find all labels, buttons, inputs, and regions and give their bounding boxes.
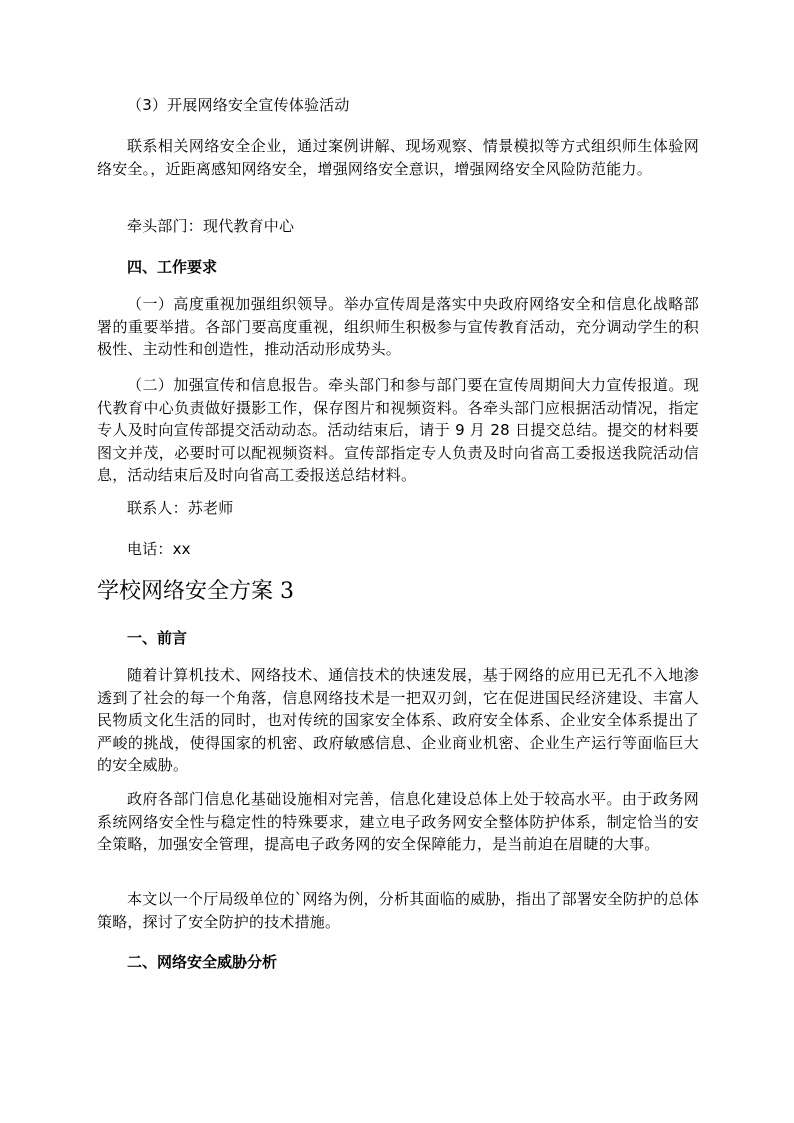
preface-paragraph-2: 政府各部门信息化基础设施相对完善，信息化建设总体上处于较高水平。由于政务网系统网络安全性与稳定性的特殊要求，建立电子政务网安全整体防护体系，制定恰当的安全策略，加强安全管理，提高电子政务网的安全保障能力，是当前迫在眉睫的大事。 [97,790,699,853]
preface-heading: 一、前言 [127,629,188,647]
requirement-1: （一）高度重视加强组织领导。举办宣传周是落实中央政府网络安全和信息化战略部署的重要举措。各部门要高度重视，组织师生积极参与宣传教育活动，充分调动学生的积极性、主动性和创造性，推动活动形成势头。 [97,295,699,358]
preface-paragraph-1: 随着计算机技术、网络技术、通信技术的快速发展，基于网络的应用已无孔不入地渗透到了社会的每一个角落，信息网络技术是一把双刃剑，它在促进国民经济建设、丰富人民物质文化生活的同时，也对传统的国家安全体系、政府安全体系、企业安全体系提出了严峻的挑战，使得国家的机密、政府敏感信息、企业商业机密、企业生产运行等面临巨大的安全威胁。 [97,666,699,774]
section-4-heading: 四、工作要求 [127,258,218,276]
contact-person: 联系人：苏老师 [127,499,234,517]
sub-item-3-title: （3）开展网络安全宣传体验活动 [127,96,350,114]
threat-analysis-heading: 二、网络安全威胁分析 [127,953,278,971]
lead-department: 牵头部门：现代教育中心 [127,217,295,235]
sub-item-3-body: 联系相关网络安全企业，通过案例讲解、现场观察、情景模拟等方式组织师生体验网络安全。，近距离感知网络安全，增强网络安全意识，增强网络安全风险防范能力。 [97,137,699,178]
plan-3-title: 学校网络安全方案 3 [97,579,294,604]
preface-paragraph-3: 本文以一个厅局级单位的`网络为例，分析其面临的威胁，指出了部署安全防护的总体策略，探讨了安全防护的技术措施。 [97,890,699,931]
phone: 电话：xx [127,540,191,558]
requirement-2: （二）加强宣传和信息报告。牵头部门和参与部门要在宣传周期间大力宣传报道。现代教育中心负责做好摄影工作，保存图片和视频资料。各牵头部门应根据活动情况，指定专人及时向宣传部提交活动动态。活动结束后，请于 9 月 28 日提交总结。提交的材料要图文并茂，必要时可以配视频资料。宣传部指定专人负责及时向省高工委报送我院活动信息，活动结束后及时向省高工委报送总结材料。 [97,376,699,484]
